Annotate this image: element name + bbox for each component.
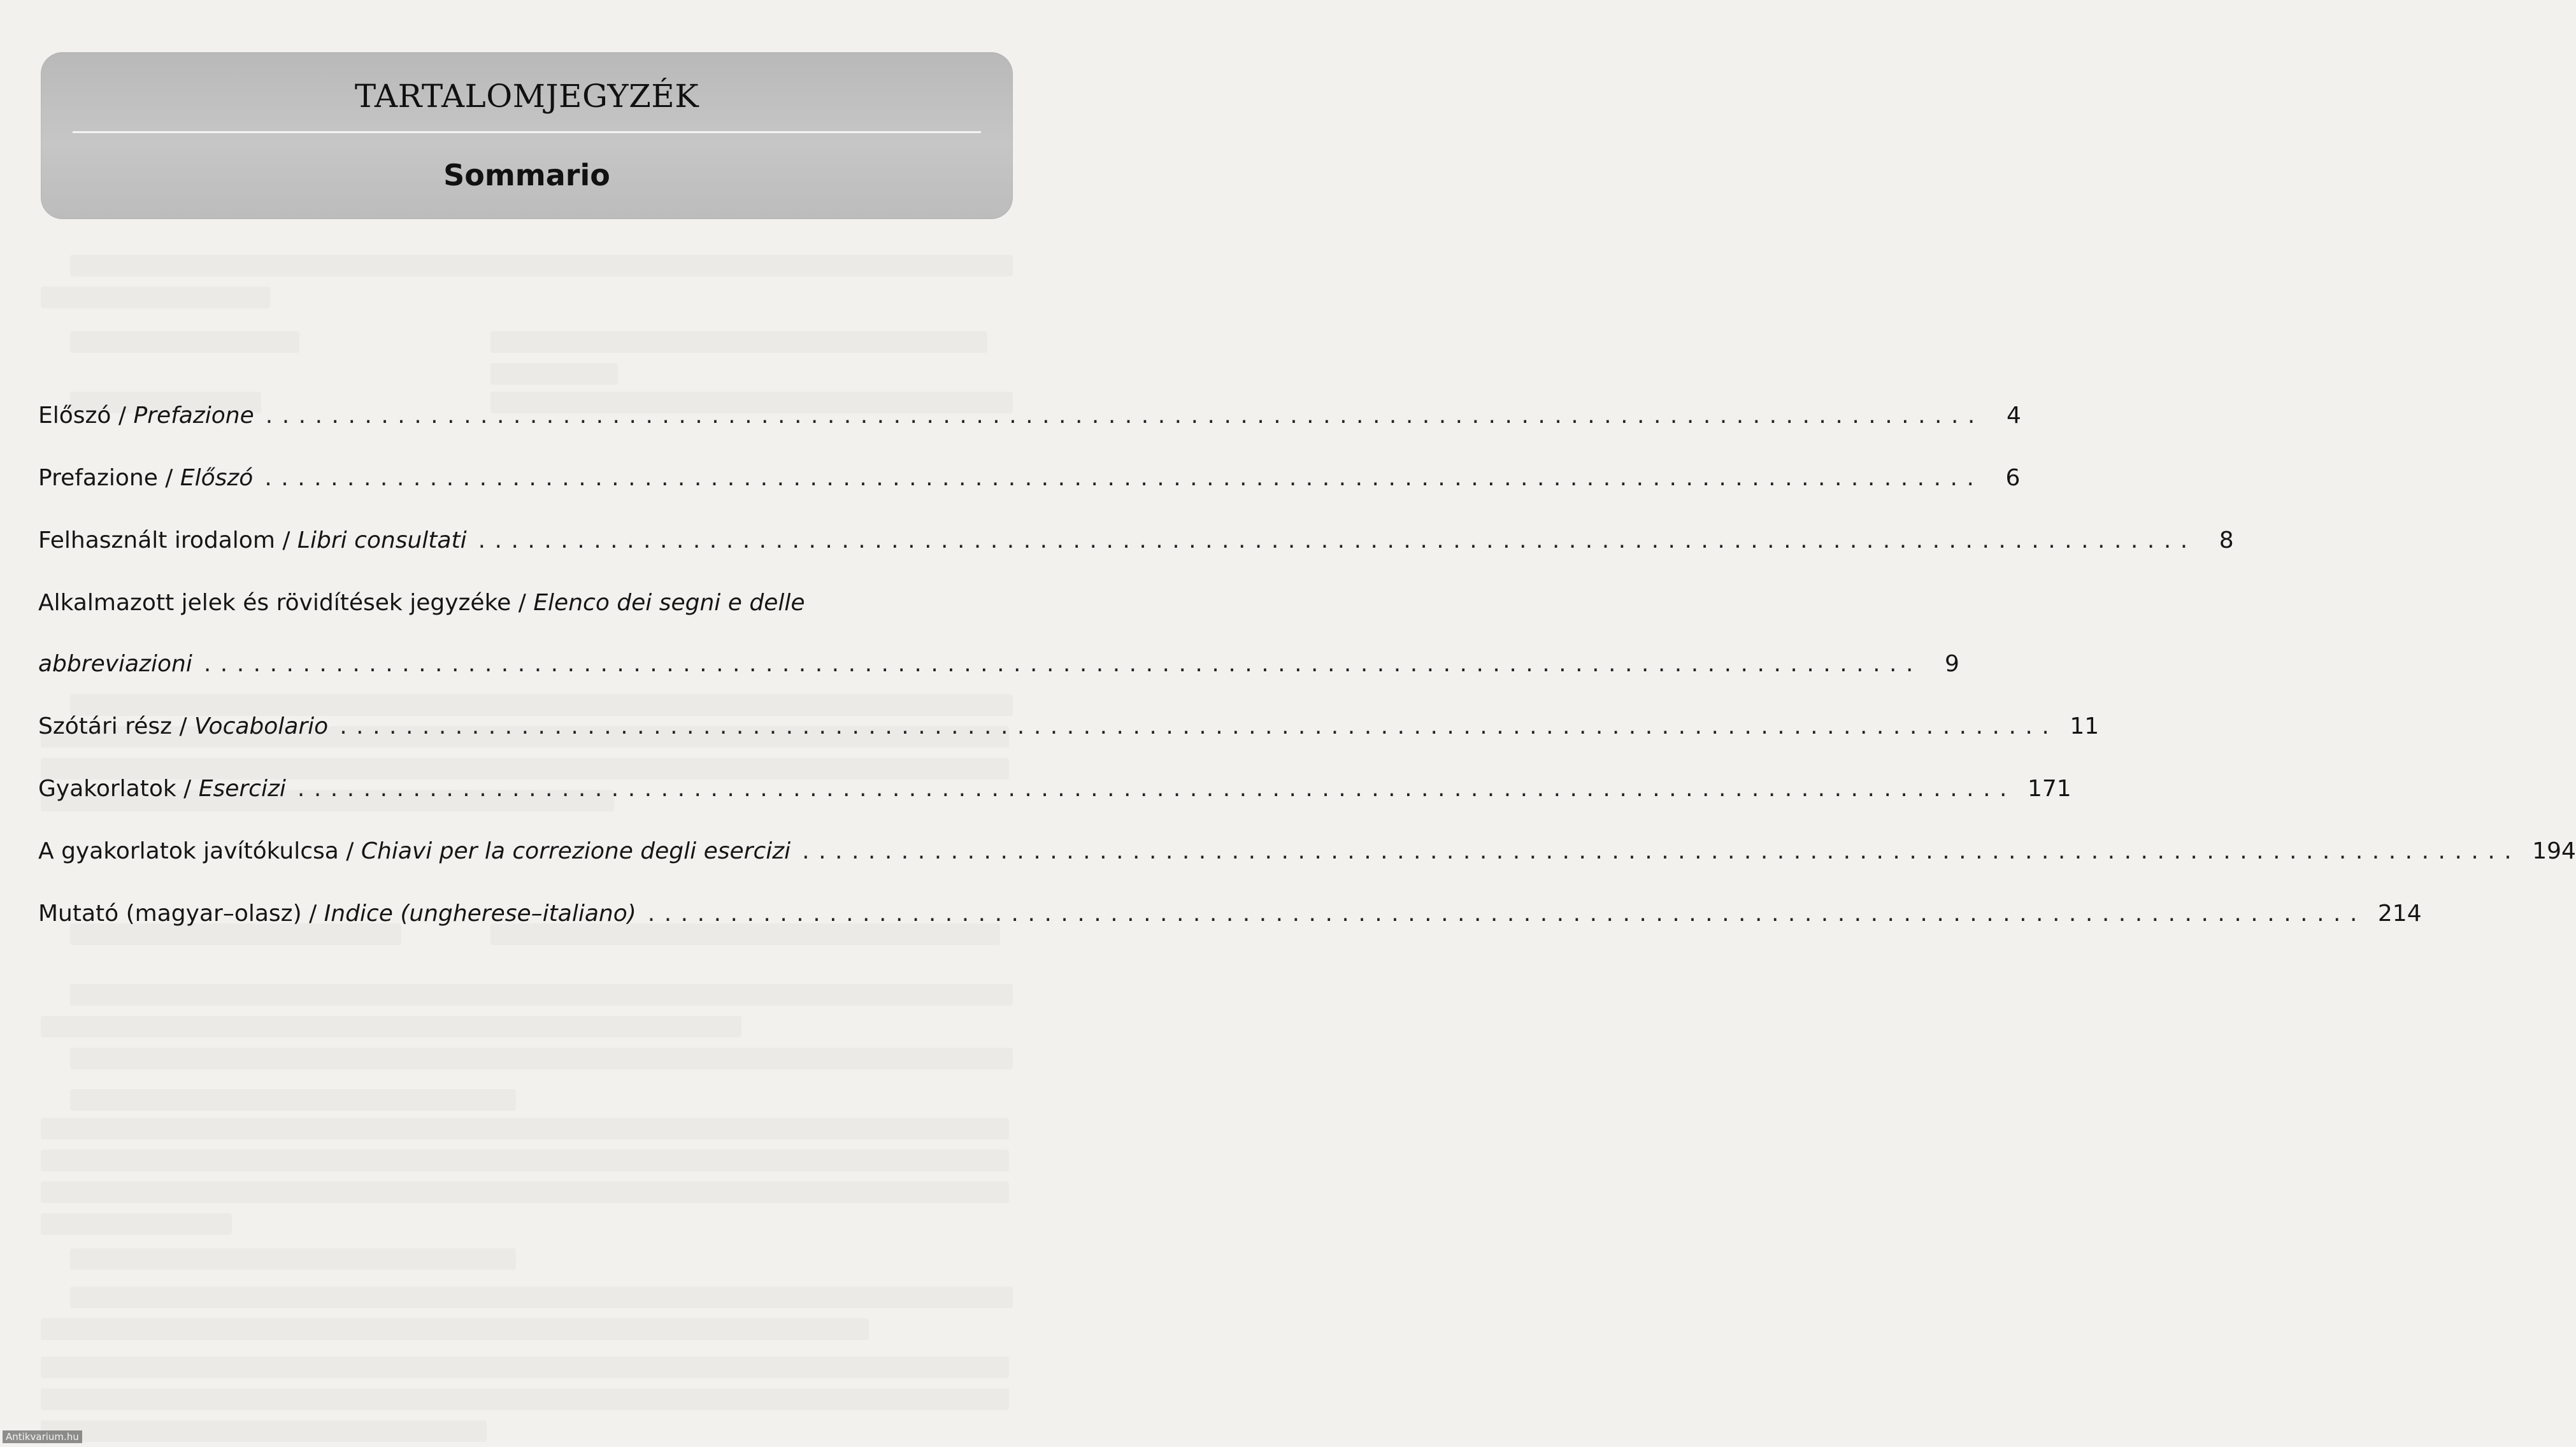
toc-entry-eloszo[interactable] — [38, 403, 2021, 441]
toc-page-number: 11 — [2070, 713, 2100, 739]
toc-entry-mutato[interactable] — [38, 901, 2422, 939]
toc-entry-jelek-es-rovidites-continued[interactable] — [38, 651, 1959, 689]
toc-page-number: 6 — [2005, 465, 2021, 491]
dot-leader: ........................................................................................................ — [340, 713, 2059, 739]
page-subtitle: Sommario — [443, 158, 610, 192]
toc-page-number: 9 — [1945, 651, 1959, 677]
toc-entry-jelek-es-rovidites[interactable] — [38, 590, 1015, 628]
toc-page-number: 194 — [2532, 838, 2576, 864]
header-divider — [73, 131, 981, 133]
dot-leader: ........................................................................................................ — [478, 527, 2197, 553]
toc-entry-title: A gyakorlatok javítókulcsa / Chiavi per la correzione degli esercizi — [38, 838, 791, 864]
toc-entry-title-continued: abbreviazioni — [38, 651, 192, 677]
toc-entry-prefazione[interactable] — [38, 465, 2021, 503]
toc-header-box — [41, 52, 1013, 219]
dot-leader: ........................................................................................................ — [264, 465, 1984, 491]
toc-page-number: 214 — [2377, 901, 2422, 927]
dot-leader: ........................................................................................................ — [802, 838, 2521, 864]
toc-entry-title: Prefazione / Előszó — [38, 465, 254, 491]
toc-page-number: 171 — [2027, 776, 2072, 802]
toc-entry-title: Gyakorlatok / Esercizi — [38, 776, 286, 802]
toc-entry-title: Alkalmazott jelek és rövidítések jegyzéke / Elenco dei segni e delle — [38, 590, 805, 616]
toc-entry-javitokulcs[interactable] — [38, 838, 2576, 876]
toc-entry-title: Előszó / Prefazione — [38, 403, 254, 429]
toc-page-number: 4 — [2006, 403, 2021, 429]
toc-entry-title: Szótári rész / Vocabolario — [38, 713, 329, 739]
toc-entry-title: Felhasznált irodalom / Libri consultati — [38, 527, 467, 553]
dot-leader: ........................................................................................................ — [297, 776, 2016, 802]
watermark: Antikvarium.hu — [3, 1430, 82, 1443]
toc-entry-szotari-resz[interactable] — [38, 713, 2100, 752]
toc-entry-gyakorlatok[interactable] — [38, 776, 2072, 814]
dot-leader: ........................................................................................................ — [203, 651, 1922, 677]
toc-page-number: 8 — [2219, 527, 2234, 553]
page-title: TARTALOMJEGYZÉK — [354, 78, 699, 115]
toc-entry-title: Mutató (magyar–olasz) / Indice (ungherese–italiano) — [38, 901, 636, 927]
toc-entry-felhasznalt-irodalom[interactable] — [38, 527, 2234, 566]
dot-leader: ........................................................................................................ — [265, 403, 1984, 429]
dot-leader: ........................................................................................................ — [647, 901, 2366, 927]
